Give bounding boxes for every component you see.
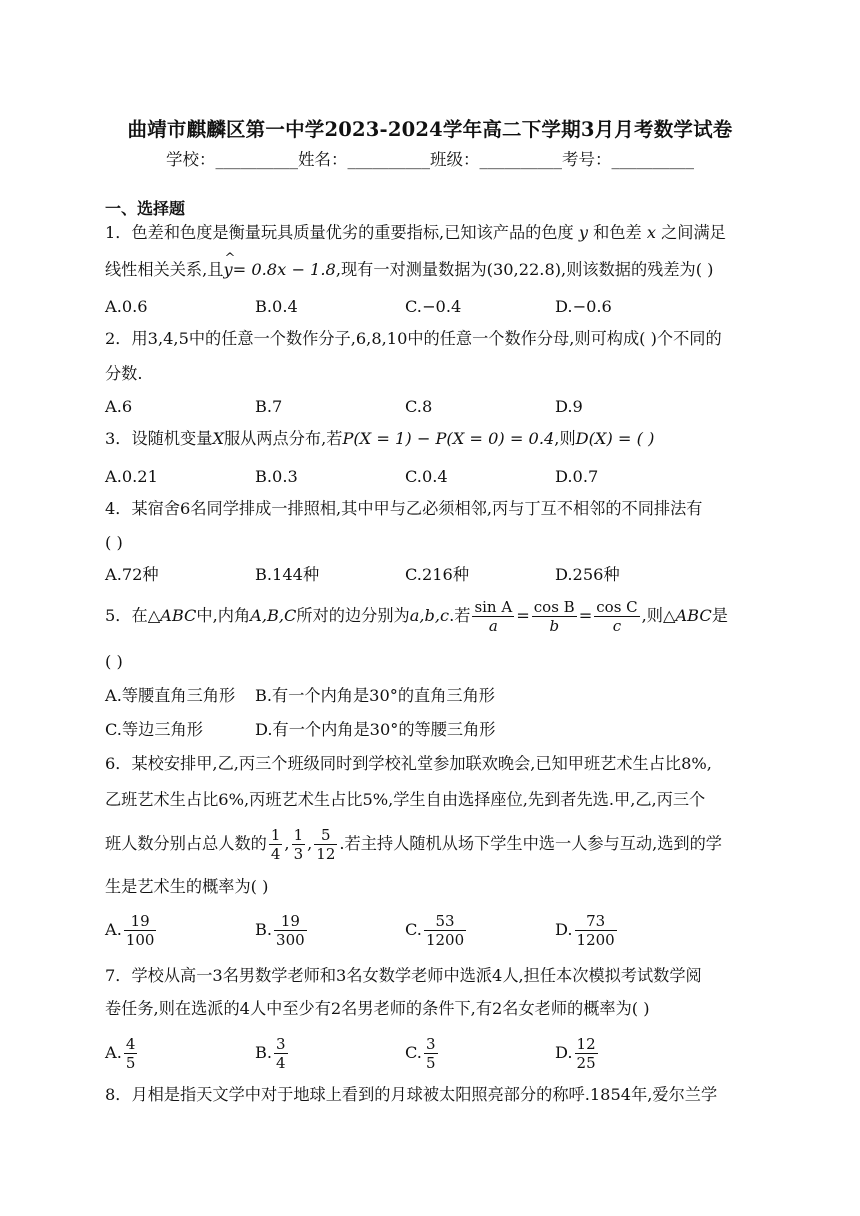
q6-line1: 6．某校安排甲,乙,丙三个班级同时到学校礼堂参加联欢晚会,已知甲班艺术生占比8%, [105, 754, 712, 773]
q5-fraction-1: $\frac{\text{sin A}}{a}$ [474, 598, 513, 635]
q6-line2: 乙班艺术生占比6%,丙班艺术生占比5%,学生自由选择座位,先到者先选.甲,乙,丙三个 [105, 790, 706, 809]
q3-option-a[interactable]: A.0.21 [105, 467, 158, 486]
q5-line1: 5．在△ABC中,内角A,B,C所对的边分别为a,b,c.若 $\frac{\text{sin A}}{a}$ = $\frac{\text{cos B}}{b}$ = $\frac{\text{cos C}}{c}$ ,则△ABC是 [105, 598, 728, 635]
q3-line1: 3．设随机变量X服从两点分布,若P(X = 1) − P(X = 0) = 0.4,则D(X) = ( ) [105, 429, 655, 448]
q2-option-a[interactable]: A.6 [105, 397, 133, 416]
q6-option-d[interactable]: D. $\frac{73}{1200}$ [555, 912, 615, 949]
q6-fraction-3: $\frac{5}{12}$ [316, 826, 336, 863]
q1-line1: 1．色差和色度是衡量玩具质量优劣的重要指标,已知该产品的色度 y 和色差 x 之间满足 [105, 223, 726, 242]
q1-option-a[interactable]: A.0.6 [105, 297, 148, 316]
q2-option-d[interactable]: D.9 [555, 397, 583, 416]
q5-option-d[interactable]: D.有一个内角是30°的等腰三角形 [255, 720, 496, 739]
q2-option-c[interactable]: C.8 [405, 397, 433, 416]
q1-option-b[interactable]: B.0.4 [255, 297, 298, 316]
q3-option-c[interactable]: C.0.4 [405, 467, 448, 486]
q7-option-b[interactable]: B. $\frac{3}{4}$ [255, 1035, 286, 1072]
q6-line4: 生是艺术生的概率为( ) [105, 877, 269, 896]
q8-line1: 8．月相是指天文学中对于地球上看到的月球被太阳照亮部分的称呼.1854年,爱尔兰学 [105, 1085, 718, 1104]
q6-option-c[interactable]: C. $\frac{53}{1200}$ [405, 912, 465, 949]
q7-option-a[interactable]: A. $\frac{4}{5}$ [105, 1035, 136, 1072]
q7-line1: 7．学校从高一3名男数学老师和3名女数学老师中选派4人,担任本次模拟考试数学阅 [105, 966, 702, 985]
q4-option-d[interactable]: D.256种 [555, 565, 620, 584]
q3-option-b[interactable]: B.0.3 [255, 467, 298, 486]
q5-option-b[interactable]: B.有一个内角是30°的直角三角形 [255, 686, 495, 705]
q6-fraction-1: $\frac{1}{4}$ [270, 826, 281, 863]
q3-option-d[interactable]: D.0.7 [555, 467, 599, 486]
q5-fraction-3: $\frac{\text{cos C}}{c}$ [596, 598, 638, 635]
q4-option-a[interactable]: A.72种 [105, 565, 159, 584]
q4-line1: 4．某宿舍6名同学排成一排照相,其中甲与乙必须相邻,丙与丁互不相邻的不同排法有 [105, 499, 703, 518]
q5-option-a[interactable]: A.等腰直角三角形 [105, 686, 236, 705]
exam-title: 曲靖市麒麟区第一中学2023-2024学年高二下学期3月月考数学试卷 [127, 118, 733, 141]
q2-option-b[interactable]: B.7 [255, 397, 283, 416]
q1-line2: 线性相关关系,且^ y= 0.8x − 1.8,现有一对测量数据为(30,22.8),则该数据的残差为( ) [105, 259, 713, 281]
q7-option-d[interactable]: D. $\frac{12}{25}$ [555, 1035, 596, 1072]
q4-line2: ( ) [105, 533, 123, 552]
q6-fraction-2: $\frac{1}{3}$ [293, 826, 304, 863]
q4-option-c[interactable]: C.216种 [405, 565, 470, 584]
q6-line3: 班人数分别占总人数的 $\frac{1}{4}$ , $\frac{1}{3}$ , $\frac{5}{12}$ .若主持人随机从场下学生中选一人参与互动,选到的学 [105, 826, 722, 863]
q2-line2: 分数. [105, 364, 143, 383]
q2-line1: 2．用3,4,5中的任意一个数作分子,6,8,10中的任意一个数作分母,则可构成( )个不同的 [105, 329, 722, 348]
q4-option-b[interactable]: B.144种 [255, 565, 320, 584]
q5-fraction-2: $\frac{\text{cos B}}{b}$ [533, 598, 575, 635]
q7-option-c[interactable]: C. $\frac{3}{5}$ [405, 1035, 436, 1072]
student-info-line: 学校：__________姓名：__________班级：__________考号：__________ [166, 150, 694, 169]
q6-option-a[interactable]: A. $\frac{19}{100}$ [105, 912, 155, 949]
q6-option-b[interactable]: B. $\frac{19}{300}$ [255, 912, 305, 949]
q5-line2: ( ) [105, 652, 123, 671]
q1-option-d[interactable]: D.−0.6 [555, 297, 612, 316]
q7-line2: 卷任务,则在选派的4人中至少有2名男老师的条件下,有2名女老师的概率为( ) [105, 999, 650, 1018]
q1-option-c[interactable]: C.−0.4 [405, 297, 462, 316]
section-heading: 一、选择题 [105, 199, 186, 218]
q5-option-c[interactable]: C.等边三角形 [105, 720, 203, 739]
